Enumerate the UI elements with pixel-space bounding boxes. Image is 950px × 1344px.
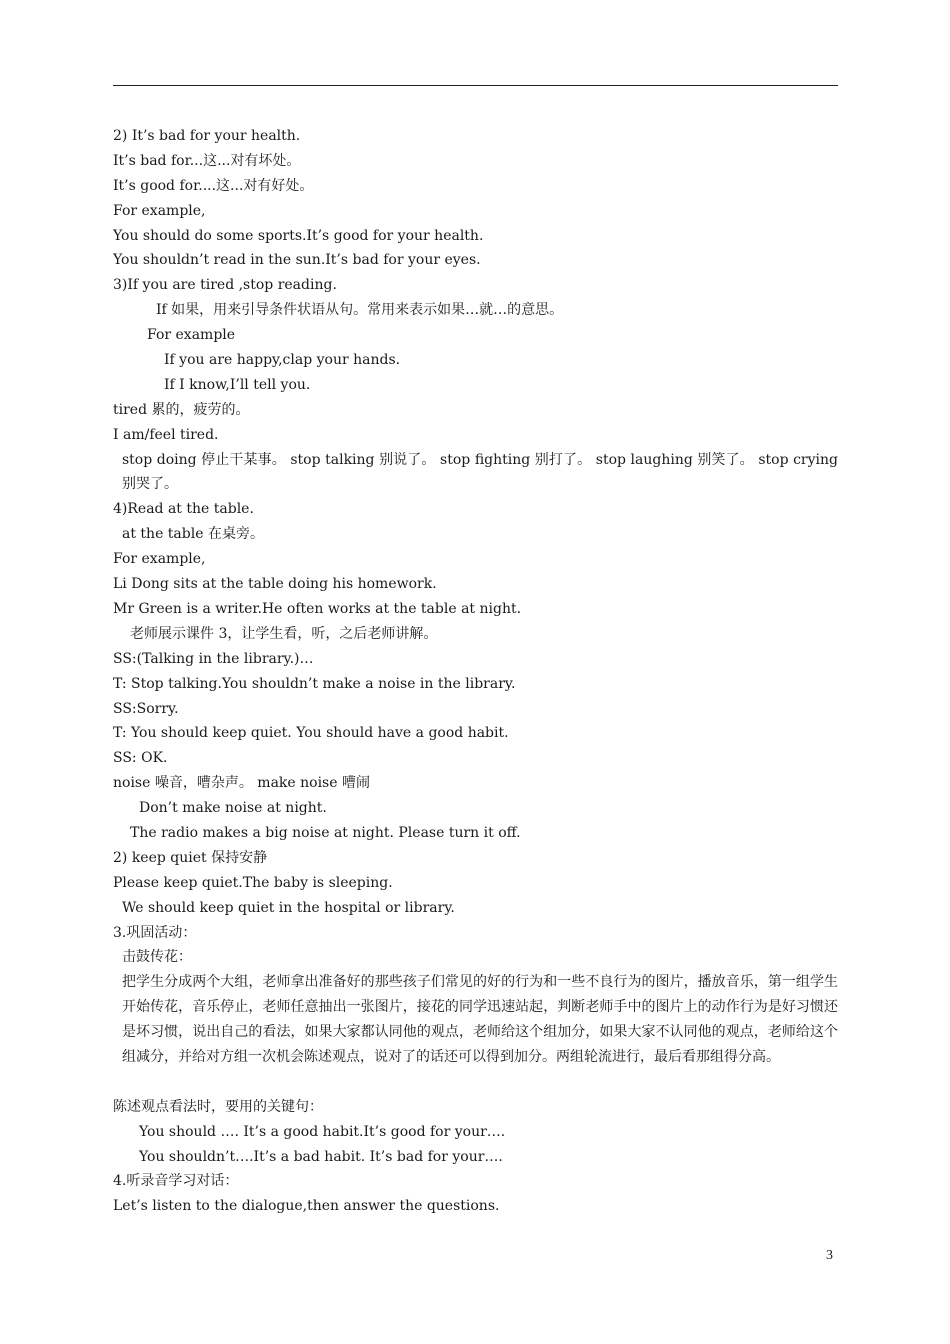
text-line: You shouldn’t….It’s a bad habit. It’s bad for your….: [139, 1148, 503, 1165]
text-line: Let’s listen to the dialogue,then answer the questions.: [113, 1198, 500, 1215]
text-line: stop doing 停止干某事。 stop talking 别说了。 stop fighting 别打了。 stop laughing 别笑了。 stop crying 别哭了。: [122, 451, 838, 493]
text-line: at the table 在桌旁。: [122, 526, 264, 543]
text-line: If I know,I’ll tell you.: [164, 376, 311, 393]
text-line: Please keep quiet.The baby is sleeping.: [113, 874, 393, 891]
text-line: SS: OK.: [113, 750, 168, 767]
text-line: For example,: [113, 202, 206, 219]
text-line: For example: [147, 327, 236, 344]
document-body: [113, 124, 838, 1219]
text-line: It’s bad for...这...对有坏处。: [113, 152, 301, 169]
text-line: 老师展示课件 3，让学生看，听，之后老师讲解。: [130, 625, 438, 642]
text-line: For example,: [113, 551, 206, 568]
text-line: 4.听录音学习对话：: [113, 1173, 239, 1190]
text-line: If 如果，用来引导条件状语从句。常用来表示如果…就…的意思。: [156, 302, 564, 319]
text-line: You shouldn’t read in the sun.It’s bad for your eyes.: [113, 252, 481, 269]
text-line: I am/feel tired.: [113, 426, 219, 443]
text-line: tired 累的，疲劳的。: [113, 401, 250, 418]
text-line: 2) It’s bad for your health.: [113, 128, 301, 144]
page-number: 3: [826, 1248, 833, 1263]
text-line: You should do some sports.It’s good for your health.: [113, 227, 484, 244]
text-line: T: You should keep quiet. You should have a good habit.: [113, 725, 509, 742]
text-line: 击鼓传花：: [122, 949, 192, 966]
text-line: The radio makes a big noise at night. Please turn it off.: [130, 824, 521, 841]
text-line: 把学生分成两个大组，老师拿出准备好的那些孩子们常见的好的行为和一些不良行为的图片，播放音乐，第一组学生开始传花，音乐停止，老师任意抽出一张图片，接花的同学迅速站起，判断老师手中的图片上的动作行为是好习惯还是坏习惯，说出自己的看法，如果大家都认同他的观点，老师给这个组加分，如果大家不认同他的观点，老师给这个组减分，并给对方组一次机会陈述观点，说对了的话还可以得到加分。两组轮流进行，最后看那组得分高。: [122, 974, 838, 1066]
text-line: 4)Read at the table.: [113, 501, 254, 518]
text-line: 3)If you are tired ,stop reading.: [113, 277, 337, 294]
text-line: You should …. It’s a good habit.It’s good for your….: [139, 1123, 506, 1140]
text-line: T: Stop talking.You shouldn’t make a noise in the library.: [113, 675, 516, 692]
text-line: Don’t make noise at night.: [139, 800, 327, 817]
text-line: It’s good for....这...对有好处。: [113, 177, 314, 194]
text-line: If you are happy,clap your hands.: [164, 352, 401, 369]
text-line: 3.巩固活动：: [113, 924, 197, 941]
text-line: 2) keep quiet 保持安静: [113, 849, 268, 866]
text-line: Mr Green is a writer.He often works at the table at night.: [113, 600, 522, 617]
header-rule: [113, 85, 838, 86]
text-line: noise 噪音，嘈杂声。 make noise 嘈闹: [113, 775, 370, 792]
text-line: SS:Sorry.: [113, 700, 179, 717]
text-line: Li Dong sits at the table doing his homework.: [113, 576, 437, 593]
text-line: 陈述观点看法时，要用的关键句：: [113, 1098, 323, 1115]
text-line: We should keep quiet in the hospital or library.: [122, 899, 455, 916]
text-line: SS:(Talking in the library.)…: [113, 650, 314, 667]
